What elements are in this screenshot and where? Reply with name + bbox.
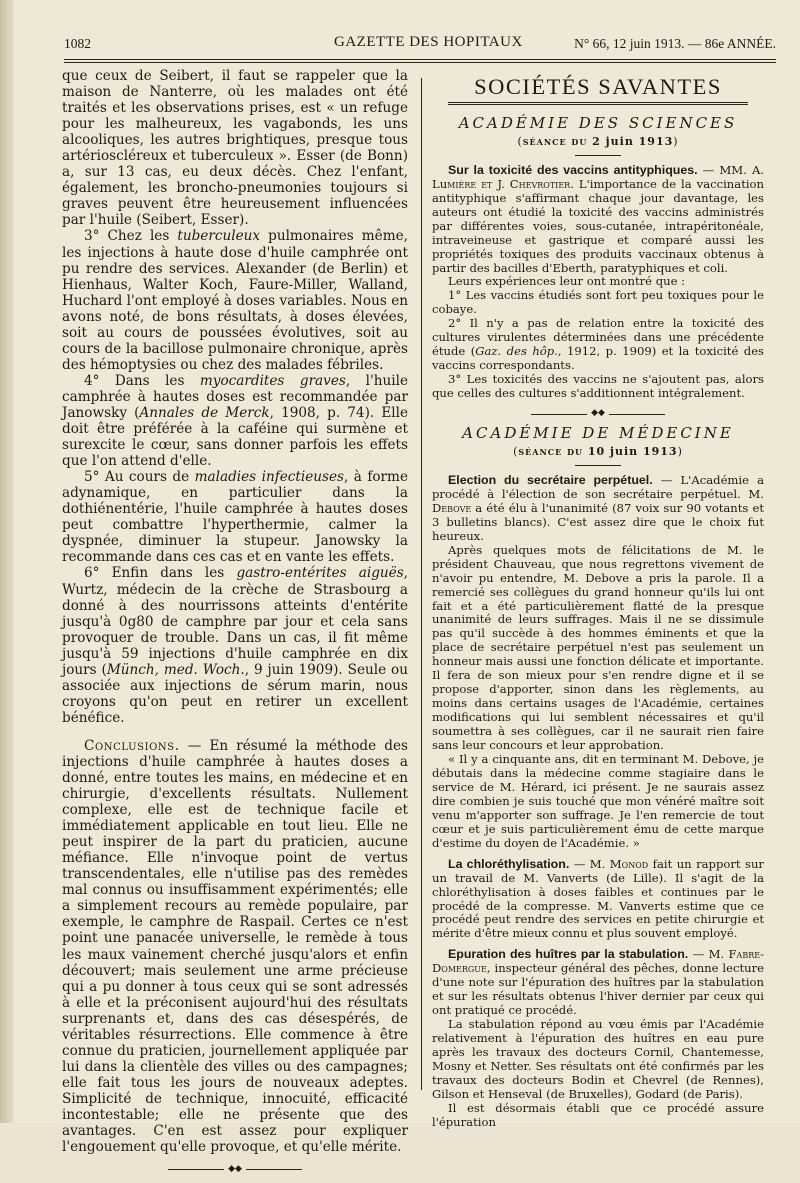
paragraph: 6° Enfin dans les gastro-entérites aiguës, Wurtz, médecin de la crèche de Strasbourg a donné à des nourrissons atteints d'entérite jusqu'à 0g80 de camphre par jour et cela sans provoquer de trouble. Dans un cas, il fit même jusqu'à 59 injections d'huile camphrée en dix jours (Münch, med. Woch., 9 juin 1909). Seule ou associée aux injections de sérum marin, nous croyons qu'on peut en retirer un excellent bénéfice. — [62, 565, 408, 726]
paragraph: 4° Dans les myocardites graves, l'huile camphrée à hautes doses est recommandée par Janowsky (Annales de Merck, 1908, p. 74). Elle doit être préférée à la caféine qui surmène et surexcite le cœur, sans donner parfois les effets que l'on attend d'elle. — [62, 372, 408, 470]
paragraph: 3° Les toxicités des vaccins ne s'ajoutent pas, alors que celles des cultures s'additionnent intégralement. — [432, 372, 764, 401]
article-paragraph: Election du secrétaire perpétuel. — L'Académie a procédé à l'élection de son secrétaire perpétuel. M. Debove a été élu à l'unanimité (87 voix sur 90 votants et 3 bulletins blancs). C'est assez dire que le choix fut heureux. — [432, 472, 765, 543]
article-lead: Election du secrétaire perpétuel. — [448, 472, 653, 487]
conclusions-paragraph: Conclusions. — En résumé la méthode des injections d'huile camphrée à hautes doses a donné, entre toutes les mains, en médecine et en chirurgie, d'excellents résultats. Nullement complexe, elle est de technique facile et immédiatement applicable en tout lieu. Elle ne peut inspirer de la part du praticien, aucune méfiance. Elle n'invoque point de vertus transcendentales, elle n'utilise pas des remèdes mal connus ou insuffisamment expérimentés; elle a simplement recours au remède populaire, par exemple, le camphre de Raspail. Certes ce n'est point une panacée universelle, le remède à tous les maux vainement cherché jusqu'alors et enfin découvert; mais seulement une arme précieuse qui a pu donner à tous ceux qui se sont adressés à elle et la préconisent aujourd'hui des résultats surprenants et, dans des cas désespérés, de véritables résurrections. Elle commence à être connue du praticien, journellement appliquée par lui dans la clientèle des villes ou des campagnes; elle fait tous les jours de nouveaux adeptes. Simplicité de technique, innocuité, efficacité incontestable; elle ne présente que des avantages. C'en est assez pour expliquer l'engouement qu'elle provoque, et qu'elle mérite. — [62, 737, 408, 1156]
paragraph: La stabulation répond au vœu émis par l'Académie relativement à l'épuration des huîtres en eau pure après les travaux des docteurs Cornil, Chantemesse, Mosny et Netter. Ses résultats ont été confirmés par les travaux des docteurs Bodin et Chevrel (de Rennes), Gilson et Henseval (de Bruxelles), Godard (de Paris). — [432, 1017, 764, 1101]
session-date: (séance du 10 juin 1913) — [513, 444, 683, 458]
short-rule — [575, 465, 621, 466]
paragraph: 5° Au cours de maladies infectieuses, à forme adynamique, en particulier dans la dothiénentérie, l'huile camphrée à hautes doses peut combattre l'hyperthermie, calmer la dyspnée, diminuer la stupeur. Janowsky la recommande dans ces cas et en vante les effets. — [62, 469, 408, 566]
short-rule — [575, 155, 621, 156]
ornamental-rule: ◆◆ — [432, 407, 764, 421]
academy-title: ACADÉMIE DES SCIENCES — [458, 113, 738, 132]
column-divider — [421, 78, 422, 1090]
paragraph: Il est désormais établi que ce procédé assure l'épuration — [432, 1100, 764, 1129]
article-paragraph: La chloréthylisation. — M. Monod fait un rapport sur un travail de M. Vanverts (de Lille). Il s'agit de la chloréthylisation à doses faibles et continues par le procédé de la compresse. M. Vanverts estime que ce procédé peut rendre des services en petite chirurgie et mérite d'être mieux connu et plus souvent employé. — [432, 856, 764, 941]
right-column — [432, 68, 764, 1130]
page-number: 1082 — [64, 36, 91, 51]
running-header — [64, 34, 776, 56]
article-paragraph: Epuration des huîtres par la stabulation. — M. Fabre-Domergue, inspecteur général des pêches, donne lecture d'une note sur l'épuration des huîtres par la stabulation et sur les résultats obtenus l'hiver dernier par ceux qui ont pratiqué ce procédé. — [432, 947, 764, 1018]
paragraph: Leurs expériences leur ont montré que : — [448, 274, 686, 289]
paragraph: 3° Chez les tuberculeux pulmonaires même, les injections à haute dose d'huile camphrée ont pu rendre des services. Alexander (de Berlin) et Hienhaus, Walter Koch, Faure-Miller, Walland, Huchard l'ont employé à doses variables. Nous en avons noté, de bons résultats, à doses élevées, soit au cours de poussées évolutives, soit au cours de la bacillose pulmonaire chronique, après des hémoptysies ou chez des malades fébriles. — [62, 228, 408, 373]
journal-title: GAZETTE DES HOPITAUX — [334, 34, 523, 50]
article-lead: Epuration des huîtres par la stabulation. — [448, 947, 689, 962]
header-rule-bottom — [64, 62, 776, 63]
paragraph: « Il y a cinquante ans, dit en terminant M. Debove, je débutais dans la médecine comme stagiaire dans le service de M. Hérard, ici présent. Je ne saurais assez dire combien je suis touché que mon vénéré maître soit venu m'apporter son suffrage. Je l'en remercie de tout cœur et je suis particulièrement ému de cette marque d'estime du doyen de l'Académie. » — [432, 751, 764, 850]
academy-title: ACADÉMIE DE MÉDECINE — [462, 424, 734, 443]
session-date: (séance du 2 juin 1913) — [517, 134, 679, 148]
paragraph: Après quelques mots de félicitations de M. le président Chauveau, que nous regrettons vivement de n'avoir pu entendre, M. Debove a pris la parole. Il a remercié ses collègues du grand honneur qu'ils lui ont fait et a été particulièrement flatté de la presque unanimité de leurs suffrages. Mais il ne se dissimule pas qu'il succède à des hommes éminents et que la place de secrétaire perpétuel n'est pas seulement un honneur mais aussi une fonction délicate et importante. Il fera de son mieux pour s'en rendre digne et il se propose d'apporter, sinon dans les règlements, au moins dans certains usages de l'Académie, certaines modifications qui lui semblent nécessaires et qu'il soumettra à ses collègues, car il ne saurait rien faire sans leur concours et leur approbation. — [432, 542, 764, 753]
page-binding-edge — [0, 0, 14, 1123]
section-rule — [448, 102, 748, 105]
issue-info: N° 66, 12 juin 1913. — 86e ANNÉE. — [574, 36, 776, 51]
paragraph: 1° Les vaccins étudiés sont fort peu toxiques pour le cobaye. — [432, 288, 764, 317]
paragraph: 2° Il n'y a pas de relation entre la toxicité des cultures virulentes déterminées dans une précédente étude (Gaz. des hôp., 1912, p. 1909) et la toxicité des vaccins correspondants. — [432, 316, 765, 373]
article-lead: Sur la toxicité des vaccins antityphiques. — [448, 162, 698, 177]
article-paragraph: Sur la toxicité des vaccins antityphiques. — MM. A. Lumière et J. Chevrotier. L'importance de la vaccination antityphique s'affirmant chaque jour davantage, les auteurs ont étudié la toxicité des vaccins administrés par différentes voies, sous-cutanée, intrapéritonéale, intraveineuse et gastrique et comparé aussi les propriétés toxiques des produits vaccinaux obtenus à partir des bacilles d'Eberth, paratyphiques et coli. — [432, 162, 765, 275]
paragraph: que ceux de Seibert, il faut se rappeler que la maison de Nanterre, où les malades ont été traités et les observations prises, est « un refuge pour les malheureux, les vagabonds, les uns alcooliques, les autres brightiques, presque tous artérioscléreux et tuberculeux ». Esser (de Bonn) a, sur 13 cas, eu deux décès. Chez l'enfant, également, les broncho-pneumonies toujours si graves peuvent être heureusement influencées par l'huile (Seibert, Esser). — [62, 68, 408, 229]
ornamental-rule: ◆◆ — [62, 1161, 408, 1177]
header-rule-top — [64, 59, 776, 60]
left-column — [62, 68, 408, 1183]
section-title: SOCIÉTÉS SAVANTES — [474, 74, 722, 99]
article-lead: La chloréthylisation. — [448, 856, 570, 871]
conclusions-lead: Conclusions. — [84, 737, 180, 754]
